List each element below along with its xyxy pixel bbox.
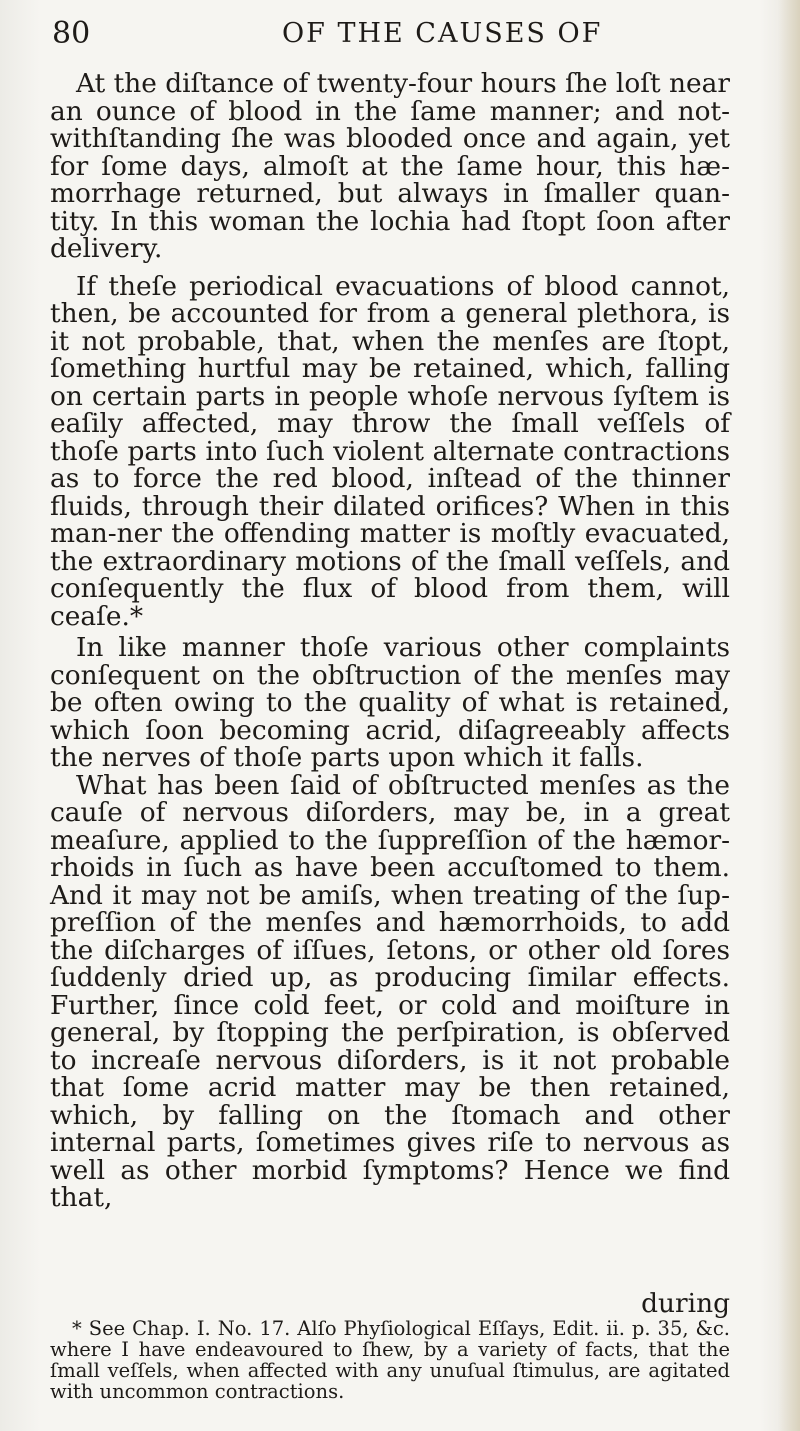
page-edge-shadow bbox=[778, 0, 800, 1431]
page-number: 80 bbox=[52, 16, 91, 51]
paragraph-4: What has been ſaid of obſtructed menſes as the cauſe of nervous diſorders, may be, in a great meaſure, applied to the ſuppreſſion of the hæmor-rhoids in ſuch as have been accuſtomed to them. And it may not be amiſs, when treating of the ſup-preſſion of the menſes and hæmorrhoids, to add the diſcharges of iſſues, ſetons, or other old ſores ſuddenly dried up, as producing ſimilar effects. Further, ſince cold feet, or cold and moiſture in general, by ſtopping the perſpiration, is obſerved to increaſe nervous diſorders, is it not probable that ſome acrid matter may be then retained, which, by falling on the ſtomach and other internal parts, ſometimes gives riſe to nervous as well as other morbid ſymptoms? Hence we find that, bbox=[50, 769, 730, 1213]
page-header bbox=[52, 16, 732, 50]
paragraph-1: At the diſtance of twenty-four hours ſhe loſt near an ounce of blood in the ſame manner; and not-withſtanding ſhe was blooded once and again, yet for ſome days, almoſt at the ſame hour, this hæ-morrhage returned, but always in ſmaller quan-tity. In this woman the lochia had ſtopt ſoon after delivery. bbox=[50, 68, 730, 264]
paragraph-2: If theſe periodical evacuations of blood cannot, then, be accounted for from a general plethora, is it not probable, that, when the menſes are ſtopt, ſomething hurtful may be retained, which, falling on certain parts in people whoſe nervous ſyſtem is eaſily affected, may throw the ſmall veſſels of thoſe parts into ſuch violent alternate contractions as to force the red blood, inſtead of the thinner fluids, through their dilated orifices? When in this man-ner the offending matter is moſtly evacuated, the extraordinary motions of the ſmall veſſels, and conſequently the flux of blood from them, will ceaſe.* bbox=[50, 270, 730, 632]
footnote: * See Chap. I. No. 17. Alſo Phyſiological Eſſays, Edit. ii. p. 35, &c. where I have endeavoured to ſhew, by a variety of facts, that the ſmall veſſels, when affected with any unuſual ſtimulus, are agitated with uncommon contractions. bbox=[50, 1317, 730, 1403]
running-title: OF THE CAUSES OF bbox=[282, 18, 603, 49]
paragraph-3: In like manner thoſe various other complaints conſequent on the obſtruction of the menſes may be often owing to the quality of what is retained, which ſoon becoming acrid, diſagreeably affects the nerves of thoſe parts upon which it falls. bbox=[50, 632, 730, 773]
body-text bbox=[50, 70, 730, 1212]
catchword: during bbox=[641, 1288, 730, 1319]
